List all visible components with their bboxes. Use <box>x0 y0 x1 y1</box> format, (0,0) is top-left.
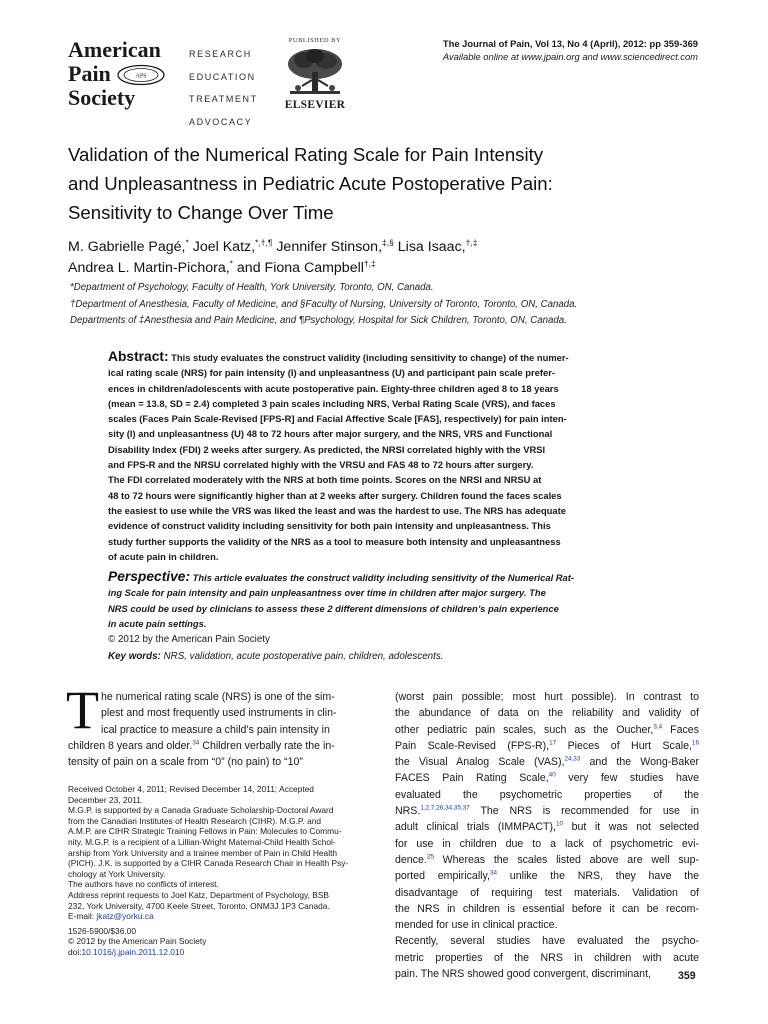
perspective-line: ing Scale for pain intensity and pain unpleasantness over time in children after major surgery. The <box>108 587 546 599</box>
footnote-line: from the Canadian Institutes of Health Research (CIHR). M.G.P. and <box>68 815 322 826</box>
copyright-footnote: © 2012 by the American Pain Society <box>68 936 207 947</box>
body-text: disadvantage of requiring test materials. Validation of <box>395 886 699 899</box>
footnote-body <box>68 784 372 911</box>
title-line: Sensitivity to Change Over Time <box>68 202 334 223</box>
body-line <box>395 950 699 966</box>
body-line <box>395 819 699 835</box>
logo-line: American <box>68 37 161 62</box>
page-number: 359 <box>678 970 696 982</box>
doi-label: doi: <box>68 946 82 957</box>
email-link[interactable]: jkatz@yorku.ca <box>96 911 154 922</box>
abstract-line: study further supports the validity of the NRS as a tool to measure both intensity and unpleasantness <box>108 535 561 547</box>
footnote-line: Received October 4, 2011; Revised December 14, 2011; Accepted <box>68 784 314 794</box>
publisher-name: ELSEVIER <box>284 99 346 111</box>
body-text: Recently, several studies have evaluated the psycho- <box>395 935 699 948</box>
affiliation-mark: †,‡ <box>465 237 478 248</box>
body-line: he numerical rating scale (NRS) is one of the sim- <box>101 691 335 703</box>
footnote-line: arship from York University and a trainee member of Pain in Child Health <box>68 847 338 858</box>
keywords-label: Key words: <box>108 651 161 662</box>
citation-link[interactable]: 40 <box>548 771 556 779</box>
citation-link[interactable]: 25 <box>426 853 434 861</box>
affiliation-mark: * <box>229 258 233 269</box>
citation-link[interactable]: 34 <box>192 739 200 747</box>
journal-citation: The Journal of Pain, Vol 13, No 4 (April), 2012: pp 359-369 <box>442 38 698 49</box>
article-title <box>68 140 708 227</box>
body-text: and the Wong-Baker <box>580 756 699 769</box>
affiliations <box>70 280 720 330</box>
body-line: ical practice to measure a child’s pain intensity in <box>101 723 330 736</box>
author-name: M. Gabrielle Pagé, <box>68 239 186 255</box>
doi-link[interactable]: 10.1016/j.jpain.2011.12.010 <box>81 946 185 957</box>
abstract-line: (mean = 13.8, SD = 2.4) completed 3 pain scales including NRS, Verbal Rating Scale (VRS), and faces <box>108 397 556 409</box>
footnote-line: nity. M.G.P. is a recipient of a Lillian-Wright Maternal-Child Health Schol- <box>68 836 336 847</box>
abstract-line: The FDI correlated moderately with the NRS at both time points. Scores on the NRSI and NRSU at <box>108 474 542 486</box>
author-name: Andrea L. Martin-Pichora, <box>68 260 230 276</box>
abstract-line: evidence of construct validity including sensitivity for both pain intensity and unpleasantness. This <box>108 520 551 532</box>
footnote-line: 232, York University, 4700 Keele Street, Toronto, ONM3J 1P3 Canada. <box>68 900 330 911</box>
perspective-line <box>108 569 660 585</box>
body-text: other pediatric pain scales, such as the Oucher, <box>395 723 654 736</box>
affiliation-mark: *,†,¶ <box>255 237 273 248</box>
body-text: unlike the NRS, they have the <box>497 870 699 883</box>
body-text: Pain Scale-Revised (FPS-R), <box>395 739 550 752</box>
body-text: the abundance of data on the reliability and validity of <box>395 707 699 720</box>
body-text: Whereas the scales listed above are well sup- <box>433 853 699 866</box>
body-line <box>395 770 699 786</box>
elsevier-tree-icon <box>284 46 346 98</box>
perspective-line: in acute pain settings. <box>108 617 207 629</box>
footnote-line: Address reprint requests to Joel Katz, Department of Psychology, BSB <box>68 889 329 900</box>
published-by-label: PUBLISHED BY <box>288 37 342 44</box>
citation-link[interactable]: 24,33 <box>564 755 581 763</box>
body-line <box>395 966 699 982</box>
citation-link[interactable]: 3,4 <box>653 723 663 731</box>
author-name: Lisa Isaac, <box>393 239 466 255</box>
abstract-copyright: © 2012 by the American Pain Society <box>108 634 270 645</box>
perspective-line: NRS could be used by clinicians to assess these 2 different dimensions of children’s pain experience <box>108 602 559 614</box>
abstract-line <box>108 349 660 365</box>
author-name: and Fiona Campbell <box>232 260 364 276</box>
footnotes <box>68 784 372 958</box>
body-text: metric properties of the NRS in children with acute <box>395 951 699 964</box>
body-line <box>395 917 699 933</box>
availability-line: Available online at www.jpain.org and www.sciencedirect.com <box>442 51 698 62</box>
seal-text: APS <box>135 73 147 80</box>
body-line <box>395 852 699 868</box>
perspective <box>108 569 660 631</box>
tagline-item: ADVOCACY <box>189 116 253 127</box>
body-line <box>395 689 699 705</box>
body-line <box>395 803 699 819</box>
body-line <box>395 885 699 901</box>
citation-link[interactable]: 34 <box>489 869 498 877</box>
abstract-heading: Abstract: <box>108 349 169 364</box>
abstract-line: Disability Index (FDI) 2 weeks after surgery. As predicted, the NRSI correlated highly with the VRSI <box>108 443 546 455</box>
footnote-line: M.G.P. is supported by a Canada Graduate Scholarship-Doctoral Award <box>68 805 334 816</box>
citation-link[interactable]: 1,2,7,26,34,35,37 <box>420 804 470 812</box>
body-text: children 8 years and older. <box>68 739 193 752</box>
body-text: for use in children due to a lack of psychometric evi- <box>395 837 699 850</box>
abstract-line: ences in children/adolescents with acute postoperative pain. Eighty-three children aged 8 to 18 years <box>108 382 559 394</box>
society-tagline <box>189 43 258 133</box>
body-line <box>395 738 699 754</box>
body-line: plest and most frequently used instruments in clin- <box>101 707 337 720</box>
abstract-line: sity (I) and unpleasantness (U) 48 to 72 hours after major surgery, and the NRS, VRS and Functional <box>108 428 553 440</box>
body-line <box>395 901 699 917</box>
body-line <box>395 722 699 738</box>
author-line <box>68 258 708 279</box>
title-line: and Unpleasantness in Pediatric Acute Postoperative Pain: <box>68 173 553 194</box>
email-label: E-mail: <box>68 911 97 922</box>
body-line: tensity of pain on a scale from “0” (no pain) to “10” <box>68 756 303 769</box>
body-column-right <box>395 689 699 982</box>
tagline-item: EDUCATION <box>189 71 256 82</box>
body-column-left <box>68 689 370 770</box>
body-text: evaluated the psychometric properties of the <box>395 788 699 801</box>
body-text: adult clinical trials (IMMPACT), <box>395 821 556 834</box>
affiliation-mark: * <box>185 237 189 248</box>
affiliation-mark: †,‡ <box>363 258 376 269</box>
citation-link[interactable]: 16 <box>691 739 699 747</box>
abstract-text: This study evaluates the construct validity (including sensitivity to change) of the numer- <box>168 352 569 363</box>
body-text: the Visual Analog Scale (VAS), <box>395 756 565 769</box>
logo-line: Society <box>68 85 136 110</box>
abstract-line: the easiest to use while the VRS was liked the least and was the hardest to use. The NRS has adequate <box>108 504 566 516</box>
abstract-body <box>108 365 660 564</box>
abstract <box>108 349 660 564</box>
body-text: very few studies have <box>555 772 699 785</box>
citation-link[interactable]: 10 <box>555 820 564 828</box>
title-line: Validation of the Numerical Rating Scale for Pain Intensity <box>68 144 544 165</box>
footnote-line <box>68 911 372 922</box>
body-line <box>395 933 699 949</box>
body-text: The NRS is recommended for use in <box>469 805 699 818</box>
footnote-line: A.M.P. are CIHR Strategic Training Fellows in Pain: Molecules to Commu- <box>68 826 342 837</box>
body-text: NRS. <box>395 805 421 818</box>
tagline-item: TREATMENT <box>189 94 258 104</box>
author-list <box>68 237 708 279</box>
footnote-line: chology at York University. <box>68 868 166 879</box>
abstract-line: ical rating scale (NRS) for pain intensity (I) and unpleasantness (U) and participant pain scale prefer- <box>108 367 555 379</box>
body-text: the NRS in children is essential before it can be recom- <box>395 902 699 915</box>
body-text: Pieces of Hurt Scale, <box>556 739 692 752</box>
author-line <box>68 237 708 258</box>
affiliation-line: *Department of Psychology, Faculty of Health, York University, Toronto, ON, Canada. <box>70 282 434 293</box>
society-seal-icon <box>116 64 166 86</box>
body-text: dence. <box>395 853 427 866</box>
perspective-body <box>108 585 660 631</box>
perspective-text: This article evaluates the construct validity including sensitivity of the Numerical Rat- <box>190 572 575 583</box>
logo-line: Pain <box>68 61 111 86</box>
body-text: mended for use in clinical practice. <box>395 919 558 932</box>
issn: 1526-5900/$36.00 <box>68 925 136 936</box>
body-line <box>68 738 370 754</box>
author-name: Joel Katz, <box>188 239 256 255</box>
body-text: pain. The NRS showed good convergent, discriminant, <box>395 968 651 981</box>
affiliation-line: Departments of ‡Anesthesia and Pain Medicine, and ¶Psychology, Hospital for Sick Children, Toronto, ON, Canada. <box>70 315 567 326</box>
body-line <box>395 787 699 803</box>
affiliation-mark: ‡,§ <box>382 237 394 248</box>
author-name: Jennifer Stinson, <box>272 239 383 255</box>
body-text: but it was not selected <box>563 821 699 834</box>
footnote-line: (PICH). J.K. is supported by a CIHR Canada Research Chair in Health Psy- <box>68 858 349 869</box>
body-line <box>395 836 699 852</box>
keywords-text: NRS, validation, acute postoperative pain, children, adolescents. <box>163 651 444 662</box>
body-line <box>395 868 699 884</box>
body-text: (worst pain possible; most hurt possible). In contrast to <box>395 691 699 703</box>
affiliation-line: †Department of Anesthesia, Faculty of Medicine, and §Faculty of Nursing, University of Toronto, Toronto, ON, Canada. <box>70 298 578 310</box>
abstract-line: 48 to 72 hours were significantly higher than at 2 weeks after surgery. Children found the faces scales <box>108 489 562 501</box>
doi-line <box>68 947 372 958</box>
citation-link[interactable]: 17 <box>549 739 557 747</box>
tagline-item: RESEARCH <box>189 49 252 59</box>
body-text: FACES Pain Rating Scale, <box>395 772 549 785</box>
perspective-heading: Perspective: <box>108 569 191 584</box>
body-text: Faces <box>662 723 700 736</box>
body-text: ported empirically, <box>395 870 490 883</box>
keywords <box>108 651 443 662</box>
abstract-line: scales (Faces Pain Scale-Revised [FPS-R] and Facial Affective Scale [FAS], respectively) for pain inten- <box>108 413 567 425</box>
body-text: Children verbally rate the in- <box>199 739 335 752</box>
drop-cap: T <box>66 680 99 740</box>
abstract-line: of acute pain in children. <box>108 550 219 562</box>
body-line <box>395 705 699 721</box>
footnote-line: The authors have no conflicts of interest. <box>68 879 219 890</box>
abstract-line: and FPS-R and the NRSU correlated highly with the VRSU and FAS 48 to 72 hours after surgery. <box>108 459 534 471</box>
footnote-line: December 23, 2011. <box>68 794 144 805</box>
body-line <box>395 754 699 770</box>
